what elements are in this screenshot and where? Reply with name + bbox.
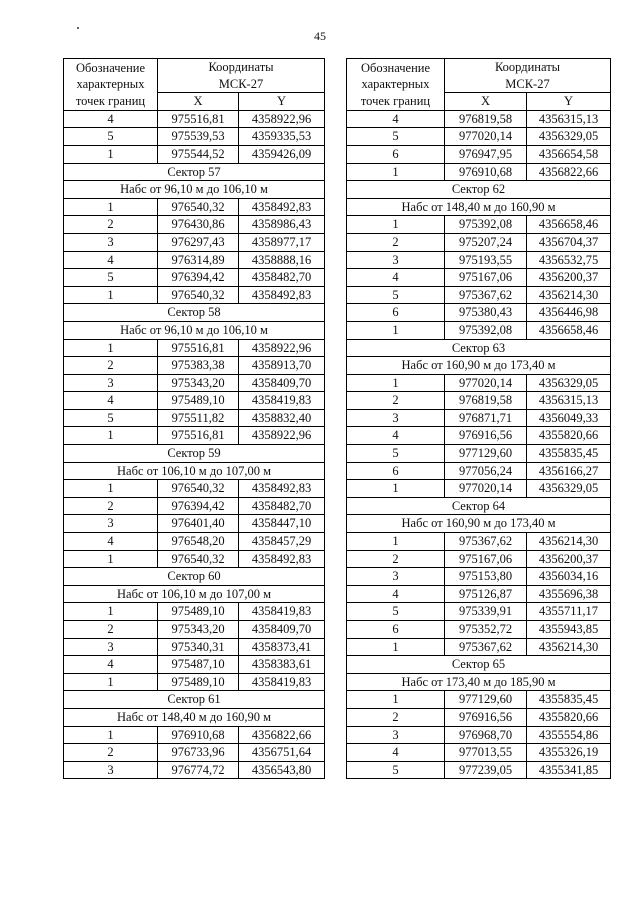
table-row: [64, 339, 325, 357]
x-cell: 976968,70: [445, 726, 527, 744]
header-designation-line: характерных: [76, 77, 145, 92]
x-cell: 975489,10: [158, 392, 239, 410]
y-cell: 4356446,98: [527, 304, 611, 322]
sector-title-row: [347, 497, 611, 515]
table-row: [347, 708, 611, 726]
y-cell: 4358419,83: [239, 603, 325, 621]
y-cell: 4358922,96: [239, 427, 325, 445]
x-cell: 975193,55: [445, 251, 527, 269]
y-cell: 4356658,46: [527, 321, 611, 339]
y-cell: 4355554,86: [527, 726, 611, 744]
point-cell: 2: [64, 744, 158, 762]
x-cell: 975153,80: [445, 568, 527, 586]
y-cell: 4355341,85: [527, 761, 611, 779]
sector-title-row: [64, 445, 325, 463]
sector-title-row: [64, 304, 325, 322]
table-row: [347, 550, 611, 568]
x-cell: 975392,08: [445, 321, 527, 339]
table-row: [347, 251, 611, 269]
point-cell: 4: [64, 656, 158, 674]
table-row: [64, 726, 325, 744]
table-row: [347, 462, 611, 480]
x-cell: 976540,32: [158, 198, 239, 216]
header-coordinates-line: Координаты: [494, 60, 561, 74]
table-row: [347, 392, 611, 410]
point-cell: 1: [347, 691, 445, 709]
table-row: [64, 673, 325, 691]
table-row: [347, 603, 611, 621]
y-cell: 4356654,58: [527, 145, 611, 163]
sector-range-row: [347, 673, 611, 691]
x-cell: 976774,72: [158, 761, 239, 779]
x-cell: 975167,06: [445, 269, 527, 287]
x-cell: 975392,08: [445, 216, 527, 234]
point-cell: 1: [64, 550, 158, 568]
x-cell: 976910,68: [158, 726, 239, 744]
table-row: [347, 286, 611, 304]
point-cell: 3: [64, 374, 158, 392]
header-coordinates: [445, 59, 611, 93]
point-cell: 1: [347, 321, 445, 339]
y-cell: 4356315,13: [527, 392, 611, 410]
sector-title: Сектор 64: [347, 497, 611, 515]
y-cell: 4356704,37: [527, 233, 611, 251]
x-cell: 975367,62: [445, 638, 527, 656]
point-cell: 3: [64, 638, 158, 656]
point-cell: 1: [64, 603, 158, 621]
table-row: [347, 621, 611, 639]
y-cell: 4356315,13: [527, 110, 611, 128]
table-row: [347, 638, 611, 656]
sector-title-row: [64, 568, 325, 586]
table-row: [347, 110, 611, 128]
y-cell: 4355820,66: [527, 427, 611, 445]
header-designation-line: Обозначение: [360, 60, 431, 75]
sector-title: Сектор 62: [347, 181, 611, 199]
x-cell: 976548,20: [158, 533, 239, 551]
sector-range: Набс от 96,10 м до 106,10 м: [64, 181, 325, 199]
header-designation-line: Обозначение: [75, 60, 146, 75]
header-designation-line: точек границ: [360, 93, 431, 108]
table-row: [64, 110, 325, 128]
y-cell: 4356329,05: [527, 128, 611, 146]
point-cell: 4: [347, 427, 445, 445]
table-row: [64, 251, 325, 269]
table-row: [347, 585, 611, 603]
table-row: [347, 321, 611, 339]
y-cell: 4358922,96: [239, 339, 325, 357]
header-designation: [347, 59, 445, 111]
sector-range: Набс от 160,90 м до 173,40 м: [347, 357, 611, 375]
table-row: [64, 533, 325, 551]
table-row: [347, 533, 611, 551]
sector-range: Набс от 160,90 м до 173,40 м: [347, 515, 611, 533]
x-cell: 976314,89: [158, 251, 239, 269]
y-cell: 4356543,80: [239, 761, 325, 779]
point-cell: 4: [347, 744, 445, 762]
table-row: [64, 497, 325, 515]
y-cell: 4358492,83: [239, 480, 325, 498]
y-cell: 4355696,38: [527, 585, 611, 603]
point-cell: 5: [64, 269, 158, 287]
sector-range-row: [64, 585, 325, 603]
header-coordinates-line: МСК-27: [218, 76, 264, 91]
sector-title-row: [64, 691, 325, 709]
x-cell: 977056,24: [445, 462, 527, 480]
x-cell: 975367,62: [445, 286, 527, 304]
x-cell: 977020,14: [445, 128, 527, 146]
sector-title-row: [347, 339, 611, 357]
x-cell: 975511,82: [158, 409, 239, 427]
x-cell: 976540,32: [158, 550, 239, 568]
sector-range: Набс от 106,10 м до 107,00 м: [64, 585, 325, 603]
header-designation-line: характерных: [361, 77, 430, 92]
y-cell: 4356822,66: [239, 726, 325, 744]
y-cell: 4358383,61: [239, 656, 325, 674]
x-cell: 975167,06: [445, 550, 527, 568]
point-cell: 2: [347, 708, 445, 726]
point-cell: 5: [347, 445, 445, 463]
point-cell: 1: [64, 286, 158, 304]
x-cell: 977020,14: [445, 374, 527, 392]
point-cell: 4: [347, 269, 445, 287]
x-cell: 977020,14: [445, 480, 527, 498]
table-row: [347, 216, 611, 234]
table-row: [347, 568, 611, 586]
sector-title-row: [347, 181, 611, 199]
point-cell: 5: [347, 761, 445, 779]
point-cell: 2: [347, 392, 445, 410]
table-row: [347, 427, 611, 445]
table-body-left: [64, 59, 325, 779]
sector-range: Набс от 106,10 м до 107,00 м: [64, 462, 325, 480]
point-cell: 1: [347, 638, 445, 656]
y-cell: 4356822,66: [527, 163, 611, 181]
point-cell: 4: [64, 392, 158, 410]
point-cell: 2: [64, 357, 158, 375]
table-body-right: [347, 59, 611, 779]
sector-range-row: [347, 198, 611, 216]
table-row: [64, 198, 325, 216]
x-cell: 975487,10: [158, 656, 239, 674]
x-cell: 976910,68: [445, 163, 527, 181]
sector-range-row: [64, 181, 325, 199]
header-y: Y: [239, 93, 325, 111]
header-coordinates: [158, 59, 325, 93]
point-cell: 5: [64, 409, 158, 427]
y-cell: 4355835,45: [527, 445, 611, 463]
point-cell: 2: [347, 550, 445, 568]
point-cell: 4: [347, 585, 445, 603]
x-cell: 975339,91: [445, 603, 527, 621]
sector-range: Набс от 148,40 м до 160,90 м: [347, 198, 611, 216]
x-cell: 976733,96: [158, 744, 239, 762]
point-cell: 1: [64, 726, 158, 744]
x-cell: 976871,71: [445, 409, 527, 427]
point-cell: 6: [347, 621, 445, 639]
sector-range-row: [64, 462, 325, 480]
header-x: X: [158, 93, 239, 111]
x-cell: 975340,31: [158, 638, 239, 656]
y-cell: 4358922,96: [239, 110, 325, 128]
point-cell: 4: [347, 110, 445, 128]
table-row: [64, 603, 325, 621]
header-row-top: [64, 59, 325, 93]
page-number: 45: [314, 29, 326, 43]
y-cell: 4356049,33: [527, 409, 611, 427]
y-cell: 4356214,30: [527, 638, 611, 656]
sector-range: Набс от 96,10 м до 106,10 м: [64, 321, 325, 339]
table-row: [64, 357, 325, 375]
x-cell: 975352,72: [445, 621, 527, 639]
scan-speck: [77, 27, 79, 29]
x-cell: 976819,58: [445, 110, 527, 128]
point-cell: 3: [64, 515, 158, 533]
point-cell: 3: [347, 409, 445, 427]
y-cell: 4355835,45: [527, 691, 611, 709]
x-cell: 976297,43: [158, 233, 239, 251]
x-cell: 975367,62: [445, 533, 527, 551]
point-cell: 6: [347, 304, 445, 322]
coordinates-table-left: [63, 58, 325, 779]
header-designation: [64, 59, 158, 111]
table-row: [347, 480, 611, 498]
header-x: X: [445, 93, 527, 111]
x-cell: 976916,56: [445, 427, 527, 445]
sector-title: Сектор 60: [64, 568, 325, 586]
table-row: [347, 145, 611, 163]
y-cell: 4358373,41: [239, 638, 325, 656]
y-cell: 4358832,40: [239, 409, 325, 427]
point-cell: 1: [64, 198, 158, 216]
table-row: [64, 480, 325, 498]
table-row: [64, 392, 325, 410]
sector-range-row: [347, 515, 611, 533]
y-cell: 4358419,83: [239, 392, 325, 410]
table-row: [347, 726, 611, 744]
y-cell: 4359335,53: [239, 128, 325, 146]
point-cell: 1: [64, 673, 158, 691]
y-cell: 4356532,75: [527, 251, 611, 269]
x-cell: 975343,20: [158, 621, 239, 639]
point-cell: 2: [347, 233, 445, 251]
x-cell: 975516,81: [158, 339, 239, 357]
y-cell: 4358482,70: [239, 269, 325, 287]
coordinates-table-right: [346, 58, 611, 779]
x-cell: 975207,24: [445, 233, 527, 251]
table-row: [64, 744, 325, 762]
table-row: [347, 409, 611, 427]
y-cell: 4358447,10: [239, 515, 325, 533]
point-cell: 2: [64, 216, 158, 234]
y-cell: 4355326,19: [527, 744, 611, 762]
table-row: [64, 427, 325, 445]
point-cell: 3: [347, 726, 445, 744]
x-cell: 975516,81: [158, 427, 239, 445]
table-row: [64, 145, 325, 163]
x-cell: 976540,32: [158, 286, 239, 304]
point-cell: 5: [347, 286, 445, 304]
y-cell: 4358492,83: [239, 198, 325, 216]
point-cell: 6: [347, 462, 445, 480]
x-cell: 976394,42: [158, 497, 239, 515]
x-cell: 976401,40: [158, 515, 239, 533]
table-row: [347, 691, 611, 709]
y-cell: 4358409,70: [239, 621, 325, 639]
point-cell: 1: [64, 145, 158, 163]
y-cell: 4358492,83: [239, 286, 325, 304]
x-cell: 977239,05: [445, 761, 527, 779]
point-cell: 4: [64, 251, 158, 269]
table-row: [64, 269, 325, 287]
header-row-top: [347, 59, 611, 93]
point-cell: 3: [347, 251, 445, 269]
table-row: [64, 621, 325, 639]
table-row: [64, 374, 325, 392]
y-cell: 4358482,70: [239, 497, 325, 515]
sector-range-row: [347, 357, 611, 375]
y-cell: 4356200,37: [527, 550, 611, 568]
table-row: [64, 761, 325, 779]
table-row: [347, 304, 611, 322]
y-cell: 4356214,30: [527, 533, 611, 551]
table-row: [347, 128, 611, 146]
table-row: [347, 269, 611, 287]
y-cell: 4358986,43: [239, 216, 325, 234]
table-row: [347, 744, 611, 762]
y-cell: 4358409,70: [239, 374, 325, 392]
point-cell: 1: [64, 339, 158, 357]
y-cell: 4358888,16: [239, 251, 325, 269]
x-cell: 975516,81: [158, 110, 239, 128]
point-cell: 1: [347, 163, 445, 181]
sector-range: Набс от 173,40 м до 185,90 м: [347, 673, 611, 691]
x-cell: 976394,42: [158, 269, 239, 287]
table-row: [347, 374, 611, 392]
y-cell: 4358419,83: [239, 673, 325, 691]
x-cell: 976430,86: [158, 216, 239, 234]
point-cell: 1: [347, 480, 445, 498]
y-cell: 4355943,85: [527, 621, 611, 639]
point-cell: 6: [347, 145, 445, 163]
y-cell: 4358457,29: [239, 533, 325, 551]
y-cell: 4358977,17: [239, 233, 325, 251]
sector-title: Сектор 59: [64, 445, 325, 463]
sector-title: Сектор 57: [64, 163, 325, 181]
header-coordinates-line: Координаты: [208, 60, 274, 74]
header-coordinates-line: МСК-27: [505, 76, 550, 91]
y-cell: 4356751,64: [239, 744, 325, 762]
sector-title: Сектор 58: [64, 304, 325, 322]
x-cell: 975489,10: [158, 673, 239, 691]
point-cell: 5: [347, 603, 445, 621]
x-cell: 975539,53: [158, 128, 239, 146]
sector-title: Сектор 63: [347, 339, 611, 357]
table-row: [64, 656, 325, 674]
table-row: [64, 233, 325, 251]
table-row: [347, 233, 611, 251]
sector-range-row: [64, 321, 325, 339]
sector-title: Сектор 65: [347, 656, 611, 674]
point-cell: 3: [64, 761, 158, 779]
y-cell: 4356214,30: [527, 286, 611, 304]
sector-range: Набс от 148,40 м до 160,90 м: [64, 708, 325, 726]
y-cell: 4356329,05: [527, 374, 611, 392]
point-cell: 1: [347, 374, 445, 392]
y-cell: 4356200,37: [527, 269, 611, 287]
x-cell: 977013,55: [445, 744, 527, 762]
point-cell: 3: [64, 233, 158, 251]
table-row: [347, 163, 611, 181]
table-row: [64, 128, 325, 146]
y-cell: 4356034,16: [527, 568, 611, 586]
x-cell: 975380,43: [445, 304, 527, 322]
sector-title-row: [64, 163, 325, 181]
table-row: [347, 761, 611, 779]
point-cell: 5: [347, 128, 445, 146]
point-cell: 2: [64, 497, 158, 515]
y-cell: 4356166,27: [527, 462, 611, 480]
point-cell: 1: [64, 427, 158, 445]
x-cell: 976819,58: [445, 392, 527, 410]
x-cell: 975489,10: [158, 603, 239, 621]
x-cell: 975126,87: [445, 585, 527, 603]
y-cell: 4358913,70: [239, 357, 325, 375]
x-cell: 975544,52: [158, 145, 239, 163]
point-cell: 3: [347, 568, 445, 586]
table-row: [64, 216, 325, 234]
table-row: [64, 286, 325, 304]
point-cell: 4: [64, 110, 158, 128]
x-cell: 975343,20: [158, 374, 239, 392]
point-cell: 2: [64, 621, 158, 639]
y-cell: 4356658,46: [527, 216, 611, 234]
sector-title: Сектор 61: [64, 691, 325, 709]
x-cell: 976540,32: [158, 480, 239, 498]
x-cell: 975383,38: [158, 357, 239, 375]
header-y: Y: [527, 93, 611, 111]
x-cell: 977129,60: [445, 691, 527, 709]
table-row: [64, 409, 325, 427]
table-row: [64, 638, 325, 656]
point-cell: 1: [64, 480, 158, 498]
y-cell: 4355820,66: [527, 708, 611, 726]
x-cell: 976947,95: [445, 145, 527, 163]
y-cell: 4359426,09: [239, 145, 325, 163]
point-cell: 5: [64, 128, 158, 146]
table-row: [347, 445, 611, 463]
sector-title-row: [347, 656, 611, 674]
x-cell: 976916,56: [445, 708, 527, 726]
header-designation-line: точек границ: [75, 93, 146, 108]
table-row: [64, 515, 325, 533]
y-cell: 4358492,83: [239, 550, 325, 568]
y-cell: 4356329,05: [527, 480, 611, 498]
table-row: [64, 550, 325, 568]
point-cell: 4: [64, 533, 158, 551]
point-cell: 1: [347, 216, 445, 234]
sector-range-row: [64, 708, 325, 726]
y-cell: 4355711,17: [527, 603, 611, 621]
point-cell: 1: [347, 533, 445, 551]
x-cell: 977129,60: [445, 445, 527, 463]
